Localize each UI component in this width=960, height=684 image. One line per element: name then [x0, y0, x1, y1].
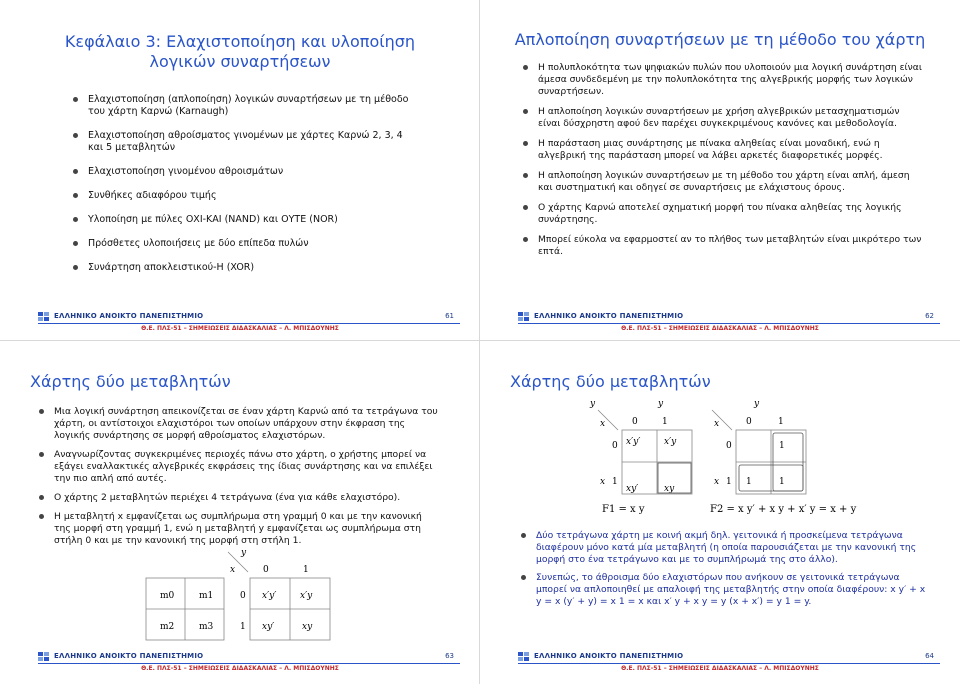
list-item: Δύο τετράγωνα χάρτη με κοινή ακμή δηλ. γειτονικά ή προσκείμενα τετράγωνα διαφέρουν μόνο κατά μία μεταβλητή (η οποία παρουσιάζεται με την κανονική της μορφή στο ένα τετράγωνο και με το συμπλήρωμά της στο άλλο). [516, 530, 926, 566]
list-item: Ελαχιστοποίηση αθροίσματος γινομένων με χάρτες Καρνώ 2, 3, 4 και 5 μεταβλητών [68, 130, 420, 154]
list-item: Η παράσταση μιας συνάρτησης με πίνακα αληθείας είναι μοναδική, ενώ η αλγεβρική της παράσταση μπορεί να λάβει αρκετές διαφορετικές μορφές. [518, 138, 922, 162]
equation-f1: F1 = x y [602, 504, 645, 515]
slide-footer [10, 652, 470, 674]
list-item: Η πολυπλοκότητα των ψηφιακών πυλών που υλοποιούν μια λογική συνάρτηση είναι άμεσα συνδεδεμένη με την πολυπλοκότητα της αλγεβρικής μορφής των λογικών συναρτήσεων. [518, 62, 922, 98]
bullet-list [490, 62, 950, 258]
map-col-label: 1 [662, 417, 668, 427]
karnaugh-maps [490, 396, 950, 526]
map-x-label: x [600, 419, 606, 429]
map-row-label: 1 [726, 477, 732, 487]
bullet-list [10, 406, 470, 547]
map-cell: x′y′ [626, 437, 641, 447]
university-logo-icon [38, 312, 50, 322]
university-logo-icon [38, 652, 50, 662]
list-item: Η απλοποίηση λογικών συναρτήσεων με τη μέθοδο του χάρτη είναι απλή, άμεση και συστηματική και οδηγεί σε συναρτήσεις με ελάχιστους όρους. [518, 170, 922, 194]
course-label: Θ.Ε. ΠΛΣ-51 – ΣΗΜΕΙΩΣΕΙΣ ΔΙΔΑΣΚΑΛΙΑΣ – Λ. ΜΠΙΣΔΟΥΝΗΣ [141, 665, 339, 672]
horizontal-divider [0, 340, 960, 341]
map-cell: m0 [160, 591, 175, 601]
map-cell: 1 [746, 477, 752, 487]
title-line-2: λογικών συναρτήσεων [149, 52, 331, 71]
course-label: Θ.Ε. ΠΛΣ-51 – ΣΗΜΕΙΩΣΕΙΣ ΔΙΔΑΣΚΑΛΙΑΣ – Λ. ΜΠΙΣΔΟΥΝΗΣ [621, 325, 819, 332]
map-row-label: 0 [612, 441, 618, 451]
page-number: 61 [445, 312, 454, 320]
map-cell: xy [302, 622, 313, 632]
map-y-label: y [658, 399, 664, 409]
slide-footer [490, 312, 950, 334]
slide-footer [10, 312, 470, 334]
map-x-label: x [714, 419, 720, 429]
list-item: Μια λογική συνάρτηση απεικονίζεται σε έναν χάρτη Καρνώ από τα τετράγωνα του χάρτη, οι αντίστοιχοι ελαχιστόροι των οποίων υπάρχουν στην έκφραση της λογικής συνάρτησης σε μορφή αθροίσματος ελαχιστόρων. [34, 406, 440, 442]
university-name: ΕΛΛΗΝΙΚΟ ΑΝΟΙΚΤΟ ΠΑΝΕΠΙΣΤΗΜΙΟ [534, 652, 684, 660]
list-item: Συνάρτηση αποκλειστικού-Η (XOR) [68, 262, 420, 274]
title-line-1: Κεφάλαιο 3: Ελαχιστοποίηση και υλοποίηση [64, 32, 416, 51]
slide-title [10, 12, 470, 72]
list-item: Αναγνωρίζοντας συγκεκριμένες περιοχές πάνω στο χάρτη, ο χρήστης μπορεί να εξάγει εναλλακτικές αλγεβρικές εκφράσεις της ίδιας συνάρτησης και να επιλέξει την πιο απλή από αυτές. [34, 449, 440, 485]
slide-63 [10, 352, 470, 674]
map-row-label: 0 [240, 591, 246, 601]
bullet-list [516, 530, 926, 608]
university-name: ΕΛΛΗΝΙΚΟ ΑΝΟΙΚΤΟ ΠΑΝΕΠΙΣΤΗΜΙΟ [54, 312, 204, 320]
map-row-label: 0 [726, 441, 732, 451]
map-col-label: 0 [632, 417, 638, 427]
karnaugh-maps [10, 548, 470, 648]
footer-rule [38, 323, 460, 324]
map-cell: m1 [199, 591, 214, 601]
map-x-label: x [230, 565, 236, 575]
map-col-label: 0 [746, 417, 752, 427]
slide-64 [490, 352, 950, 674]
university-logo-icon [518, 652, 530, 662]
list-item: Ο χάρτης Καρνώ αποτελεί σχηματική μορφή του πίνακα αληθείας της λογικής συνάρτησης. [518, 202, 922, 226]
variable-map [228, 548, 330, 640]
map-y-label: y [241, 548, 247, 558]
map-row-label: 1 [240, 622, 246, 632]
slide-62 [490, 12, 950, 334]
minterm-map [146, 578, 224, 640]
equation-f2: F2 = x y′ + x y + x′ y = x + y [710, 504, 857, 515]
bullet-section [516, 530, 926, 614]
list-item: Συνθήκες αδιαφόρου τιμής [68, 190, 420, 202]
footer-rule [518, 323, 940, 324]
slide-title: Χάρτης δύο μεταβλητών [30, 372, 231, 391]
slide-footer [490, 652, 950, 674]
list-item: Ελαχιστοποίηση (απλοποίηση) λογικών συναρτήσεων με τη μέθοδο του χάρτη Καρνώ (Karnaugh) [68, 94, 420, 118]
map-cell: xy′ [626, 484, 639, 494]
slide-title: Απλοποίηση συναρτήσεων με τη μέθοδο του χάρτη [514, 30, 926, 49]
list-item: Πρόσθετες υλοποιήσεις με δύο επίπεδα πυλών [68, 238, 420, 250]
map-cell: x′y′ [262, 591, 277, 601]
map-x-label: x [600, 477, 606, 487]
university-name: ΕΛΛΗΝΙΚΟ ΑΝΟΙΚΤΟ ΠΑΝΕΠΙΣΤΗΜΙΟ [54, 652, 204, 660]
map-row-label: 1 [612, 477, 618, 487]
course-label: Θ.Ε. ΠΛΣ-51 – ΣΗΜΕΙΩΣΕΙΣ ΔΙΔΑΣΚΑΛΙΑΣ – Λ. ΜΠΙΣΔΟΥΝΗΣ [141, 325, 339, 332]
footer-rule [38, 663, 460, 664]
vertical-divider [479, 0, 480, 684]
map-y-label: y [754, 399, 760, 409]
list-item: Ελαχιστοποίηση γινομένου αθροισμάτων [68, 166, 420, 178]
list-item: Συνεπώς, το άθροισμα δύο ελαχιστόρων που ανήκουν σε γειτονικά τετράγωνα μπορεί να απλοποιηθεί με απαλοιφή της μεταβλητής στην οποία διαφέρουν: x y′ + x y = x (y′ + y) = x 1 = x και x′ y + x y = y (x + x′) = y 1 = y. [516, 572, 926, 608]
university-name: ΕΛΛΗΝΙΚΟ ΑΝΟΙΚΤΟ ΠΑΝΕΠΙΣΤΗΜΙΟ [534, 312, 684, 320]
slide-61 [10, 12, 470, 334]
map-col-label: 0 [263, 565, 269, 575]
f1-map [589, 399, 692, 494]
university-logo-icon [518, 312, 530, 322]
page-number: 63 [445, 652, 454, 660]
list-item: Ο χάρτης 2 μεταβλητών περιέχει 4 τετράγωνα (ένα για κάθε ελαχιστόρο). [34, 492, 440, 504]
map-col-label: 1 [778, 417, 784, 427]
page-number: 64 [925, 652, 934, 660]
map-cell: m2 [160, 622, 175, 632]
list-item: Η απλοποίηση λογικών συναρτήσεων με χρήση αλγεβρικών μετασχηματισμών είναι δύσχρηστη αφού δεν παρέχει συγκεκριμένους κανόνες και μεθοδολογία. [518, 106, 922, 130]
map-cell: 1 [779, 441, 785, 451]
footer-rule [518, 663, 940, 664]
map-cell: x′y [664, 437, 677, 447]
f2-map [712, 399, 806, 494]
list-item: Η μεταβλητή x εμφανίζεται ως συμπλήρωμα στη γραμμή 0 και με την κανονική της μορφή στη γραμμή 1, ενώ η μεταβλητή y εμφανίζεται ως συμπλήρωμα στη στήλη 0 και με την κανονική της μορφή στη στήλη 1. [34, 511, 440, 547]
course-label: Θ.Ε. ΠΛΣ-51 – ΣΗΜΕΙΩΣΕΙΣ ΔΙΔΑΣΚΑΛΙΑΣ – Λ. ΜΠΙΣΔΟΥΝΗΣ [621, 665, 819, 672]
map-y-label: y [590, 399, 596, 409]
map-cell: 1 [779, 477, 785, 487]
page-number: 62 [925, 312, 934, 320]
slide-title: Χάρτης δύο μεταβλητών [510, 372, 711, 391]
map-x-label: x [714, 477, 720, 487]
bullet-list [10, 94, 470, 274]
map-cell: x′y [300, 591, 313, 601]
list-item: Υλοποίηση με πύλες ΟΧΙ-ΚΑΙ (NAND) και ΟΥΤΕ (NOR) [68, 214, 420, 226]
list-item: Μπορεί εύκολα να εφαρμοστεί αν το πλήθος των μεταβλητών είναι μικρότερο των επτά. [518, 234, 922, 258]
map-cell: m3 [199, 622, 214, 632]
map-col-label: 1 [303, 565, 309, 575]
map-cell: xy [664, 484, 675, 494]
map-cell: xy′ [262, 622, 275, 632]
